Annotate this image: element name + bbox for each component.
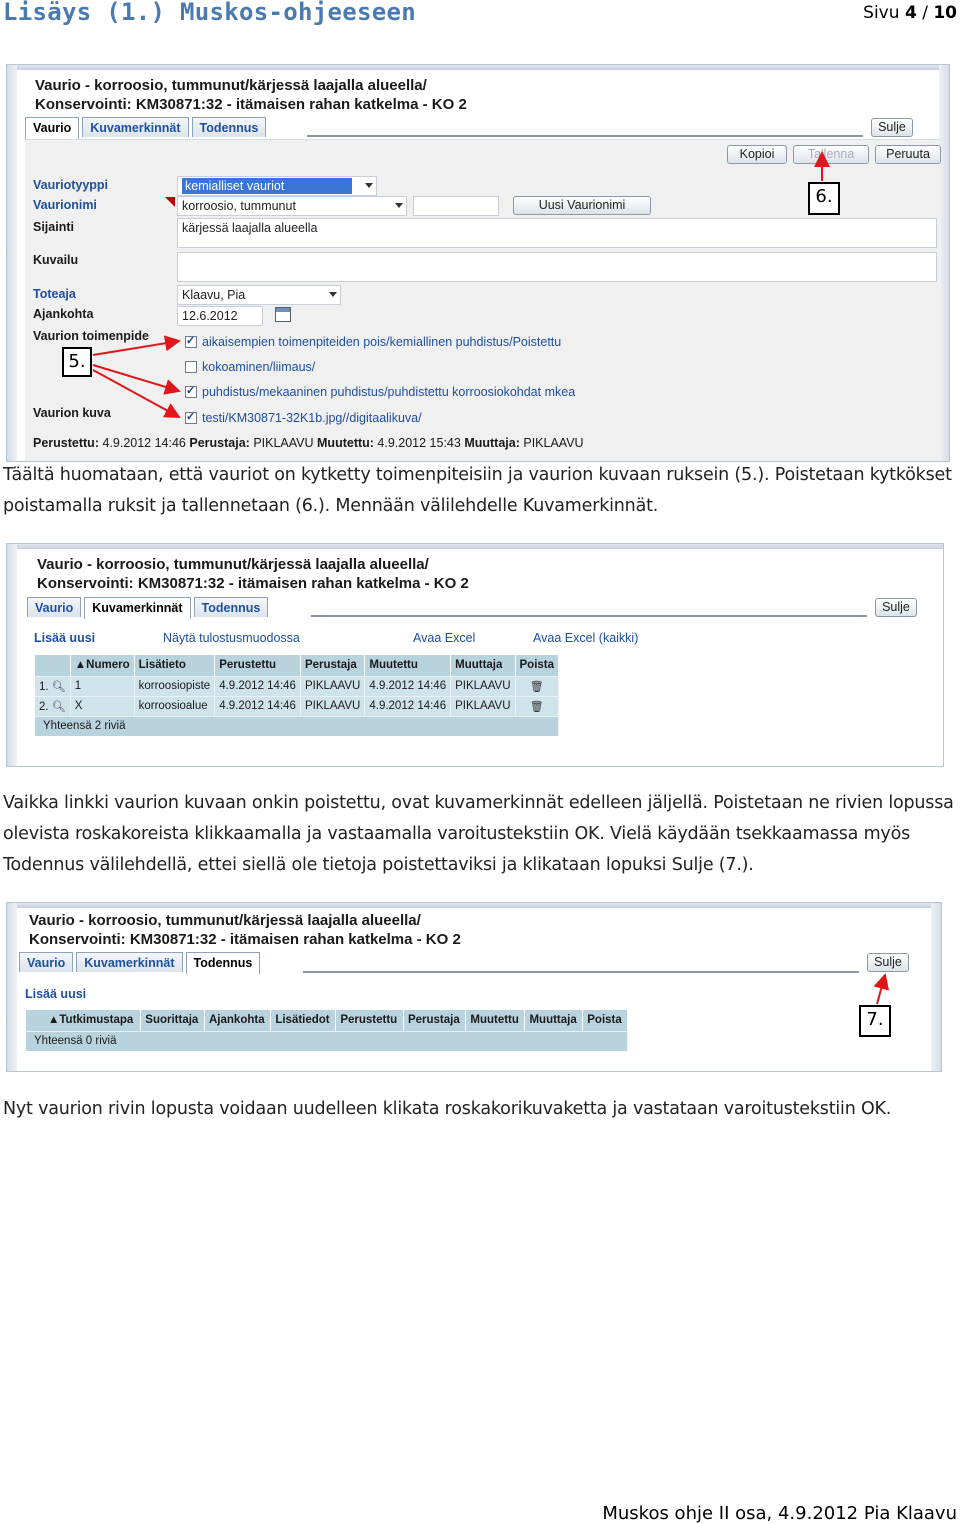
- frame-left: [7, 903, 17, 1071]
- checkbox-2-label: kokoaminen/liimaus/: [202, 360, 316, 374]
- window-title-line2: Konservointi: KM30871:32 - itämaisen rahan katkelma - KO 2: [29, 931, 461, 948]
- cell-muutettu: 4.9.2012 14:46: [365, 696, 451, 716]
- cell-numero: 1: [70, 676, 134, 696]
- save-button[interactable]: Tallenna: [793, 145, 869, 164]
- window-title-line1: Vaurio - korroosio, tummunut/kärjessä laajalla alueella/: [37, 556, 429, 573]
- column-header[interactable]: Perustaja: [403, 1010, 465, 1031]
- document-title: Lisäys (1.) Muskos-ohjeeseen: [3, 0, 416, 26]
- cell-lisatieto: korroosiopiste: [134, 676, 215, 696]
- checkbox-row-3[interactable]: [185, 385, 575, 399]
- magnifier-icon[interactable]: 🔍︎: [51, 700, 66, 713]
- label-ajankohta: Ajankohta: [33, 307, 94, 321]
- chevron-down-icon: [395, 203, 403, 208]
- checkbox-4[interactable]: [185, 412, 197, 424]
- checkbox-row-2[interactable]: [185, 360, 315, 374]
- checkbox-2[interactable]: [185, 361, 197, 373]
- column-header[interactable]: Lisätieto: [134, 655, 215, 676]
- label-sijainti: Sijainti: [33, 220, 74, 234]
- checkbox-1[interactable]: [185, 336, 197, 348]
- total-rows: Yhteensä 0 riviä: [26, 1031, 628, 1051]
- column-header[interactable]: ▲Tutkimustapa: [26, 1010, 141, 1031]
- label-vaurionimi: Vaurionimi: [33, 198, 97, 212]
- callout-7: 7.: [859, 1005, 891, 1037]
- column-header[interactable]: Perustettu: [336, 1010, 404, 1031]
- column-header[interactable]: Perustaja: [300, 655, 364, 676]
- record-meta: Perustettu: 4.9.2012 14:46 Perustaja: PIKLAAVU Muutettu: 4.9.2012 15:43 Muuttaja: PIKLAAVU: [33, 436, 584, 450]
- frame-right: [931, 903, 941, 1071]
- cell-lisatieto: korroosioalue: [134, 696, 215, 716]
- cell-muutettu: 4.9.2012 14:46: [365, 676, 451, 696]
- chevron-down-icon: [365, 183, 373, 188]
- page-sep: /: [922, 3, 928, 23]
- column-header: [35, 655, 70, 676]
- table-total-row: [35, 716, 559, 736]
- tab-bar: [25, 117, 266, 139]
- table-header-row: [26, 1010, 628, 1031]
- cell-perustettu: 4.9.2012 14:46: [215, 676, 301, 696]
- label-toteaja: Toteaja: [33, 287, 76, 301]
- image-marks-table: [35, 655, 559, 736]
- page-footer: Muskos ohje II osa, 4.9.2012 Pia Klaavu: [602, 1503, 957, 1524]
- calendar-icon[interactable]: [275, 307, 291, 322]
- add-new-link[interactable]: Lisää uusi: [34, 631, 96, 645]
- page-current: 4: [904, 3, 917, 23]
- column-header: Poista: [515, 655, 559, 676]
- label-vaurion-kuva: Vaurion kuva: [33, 406, 111, 420]
- vaurionimi-select[interactable]: [177, 196, 407, 216]
- magnifier-icon[interactable]: 🔍︎: [51, 680, 66, 693]
- total-rows: Yhteensä 2 riviä: [35, 716, 559, 736]
- table-header-row: [35, 655, 559, 676]
- kuvailu-input[interactable]: [177, 252, 937, 282]
- window-title-line2: Konservointi: KM30871:32 - itämaisen rahan katkelma - KO 2: [37, 575, 469, 592]
- row-index: 1. 🔍︎: [35, 676, 70, 696]
- tab-underline: [307, 135, 863, 137]
- column-header[interactable]: Muutettu: [466, 1010, 525, 1031]
- window-title-line1: Vaurio - korroosio, tummunut/kärjessä laajalla alueella/: [35, 77, 427, 94]
- callout-6: 6.: [808, 182, 840, 215]
- frame-top: [7, 903, 941, 908]
- cell-perustaja: PIKLAAVU: [300, 676, 364, 696]
- print-view-link[interactable]: Näytä tulostusmuodossa: [163, 631, 300, 645]
- label-kuvailu: Kuvailu: [33, 253, 79, 267]
- cell-perustaja: PIKLAAVU: [300, 696, 364, 716]
- form-area: [25, 139, 941, 462]
- sijainti-input[interactable]: kärjessä laajalla alueella: [177, 218, 937, 248]
- tab-kuvamerkinnat[interactable]: Kuvamerkinnät: [84, 597, 190, 619]
- cell-numero: X: [70, 696, 134, 716]
- paragraph-1: Täältä huomataan, että vauriot on kytketty toimenpiteisiin ja vaurion kuvaan ruksein (5.). Poistetaan kytkökset poistamalla ruksit ja tallennetaan (6.). Mennään välilehdelle Kuvamerkinnät.: [3, 465, 952, 516]
- page-number: [863, 3, 957, 23]
- close-button[interactable]: Sulje: [867, 953, 909, 972]
- vaurionimi-extra-input[interactable]: [413, 196, 499, 216]
- page-total: 10: [933, 3, 957, 23]
- window-title-line1: Vaurio - korroosio, tummunut/kärjessä laajalla alueella/: [29, 912, 421, 929]
- tab-kuvamerkinnat[interactable]: Kuvamerkinnät: [76, 952, 182, 972]
- checkbox-1-label: aikaisempien toimenpiteiden pois/kemiallinen puhdistus/Poistettu: [202, 335, 562, 349]
- close-button[interactable]: Sulje: [875, 598, 917, 617]
- vauriotyyppi-select[interactable]: [177, 176, 377, 196]
- tab-kuvamerkinnat[interactable]: Kuvamerkinnät: [82, 117, 188, 137]
- checkbox-3-label: puhdistus/mekaaninen puhdistus/puhdistettu korroosiokohdat mkea: [202, 385, 576, 399]
- vauriotyyppi-value: kemialliset vauriot: [182, 178, 352, 194]
- frame-top: [7, 65, 949, 70]
- tab-todennus[interactable]: Todennus: [192, 117, 267, 137]
- vaurionimi-value: korroosio, tummunut: [182, 199, 296, 213]
- checkbox-row-4[interactable]: [185, 411, 422, 425]
- frame-left: [7, 544, 17, 766]
- trash-icon[interactable]: 🗑︎: [529, 680, 544, 693]
- screenshot-vaurio-tab: [6, 64, 950, 462]
- cell-poista: [515, 696, 559, 716]
- table-total-row: [26, 1031, 628, 1051]
- table-row[interactable]: [35, 696, 559, 716]
- toteaja-value: Klaavu, Pia: [182, 288, 246, 302]
- tab-underline: [303, 971, 859, 973]
- label-vauriotyyppi: Vauriotyyppi: [33, 178, 109, 192]
- new-damage-name-button[interactable]: Uusi Vaurionimi: [513, 196, 651, 215]
- row-index: 2. 🔍︎: [35, 696, 70, 716]
- tab-underline: [311, 615, 867, 617]
- label-vaurion-toimenpide: Vaurion toimenpide: [33, 329, 149, 343]
- ajankohta-input[interactable]: 12.6.2012: [177, 306, 263, 326]
- screenshot-kuvamerkinnat-tab: [6, 543, 944, 767]
- column-header[interactable]: Lisätiedot: [271, 1010, 336, 1031]
- column-header[interactable]: Perustettu: [215, 655, 301, 676]
- tab-todennus[interactable]: Todennus: [194, 597, 269, 617]
- cell-muuttaja: PIKLAAVU: [451, 676, 515, 696]
- column-header-numero[interactable]: ▲Numero: [70, 655, 134, 676]
- copy-button[interactable]: Kopioi: [727, 145, 787, 164]
- open-excel-link[interactable]: Avaa Excel: [413, 631, 476, 645]
- checkbox-3[interactable]: [185, 386, 197, 398]
- tab-vaurio[interactable]: Vaurio: [19, 952, 73, 972]
- checkbox-row-1[interactable]: [185, 335, 561, 349]
- column-header[interactable]: Muuttaja: [451, 655, 515, 676]
- open-excel-all-link[interactable]: Avaa Excel (kaikki): [533, 631, 639, 645]
- frame-top: [7, 544, 943, 549]
- checkbox-4-label: testi/KM30871-32K1b.jpg//digitaalikuva/: [202, 411, 422, 425]
- add-new-link[interactable]: Lisää uusi: [25, 987, 87, 1001]
- close-button[interactable]: Sulje: [871, 118, 913, 137]
- tab-bar: [19, 952, 260, 974]
- verification-table: [26, 1010, 628, 1051]
- trash-icon[interactable]: 🗑︎: [529, 700, 544, 713]
- toteaja-select[interactable]: [177, 285, 341, 305]
- frame-left: [7, 65, 17, 461]
- callout-5: 5.: [62, 347, 92, 377]
- column-header[interactable]: Suorittaja: [141, 1010, 205, 1031]
- paragraph-2: Vaikka linkki vaurion kuvaan onkin poistettu, ovat kuvamerkinnät edelleen jäljellä. Poistetaan ne rivien lopussa olevista roskakoreista klikkaamalla ja vastaamalla varoitustekstiin OK. Vielä käydään tsekkaamassa myös Todennus välilehdellä, ettei siellä ole tietoja poistettaviksi ja klikataan lopuksi Sulje (7.).: [3, 793, 954, 875]
- cell-muuttaja: PIKLAAVU: [451, 696, 515, 716]
- paragraph-3: Nyt vaurion rivin lopusta voidaan uudelleen klikata roskakorikuvaketta ja vastataan varoitustekstiin OK.: [3, 1099, 892, 1119]
- screenshot-todennus-tab: [6, 902, 942, 1072]
- tab-bar: [27, 597, 268, 619]
- chevron-down-icon: [329, 292, 337, 297]
- page-prefix: Sivu: [863, 3, 900, 23]
- column-header: Poista: [583, 1010, 628, 1031]
- column-header[interactable]: Muuttaja: [525, 1010, 583, 1031]
- column-header[interactable]: Muutettu: [365, 655, 451, 676]
- cell-perustettu: 4.9.2012 14:46: [215, 696, 301, 716]
- tab-todennus[interactable]: Todennus: [186, 952, 261, 974]
- column-header[interactable]: Ajankohta: [205, 1010, 271, 1031]
- tab-vaurio[interactable]: Vaurio: [27, 597, 81, 617]
- window-title-line2: Konservointi: KM30871:32 - itämaisen rahan katkelma - KO 2: [35, 96, 467, 113]
- cell-poista: [515, 676, 559, 696]
- table-row[interactable]: [35, 676, 559, 696]
- tab-vaurio[interactable]: Vaurio: [25, 117, 79, 139]
- cancel-button[interactable]: Peruuta: [875, 145, 941, 164]
